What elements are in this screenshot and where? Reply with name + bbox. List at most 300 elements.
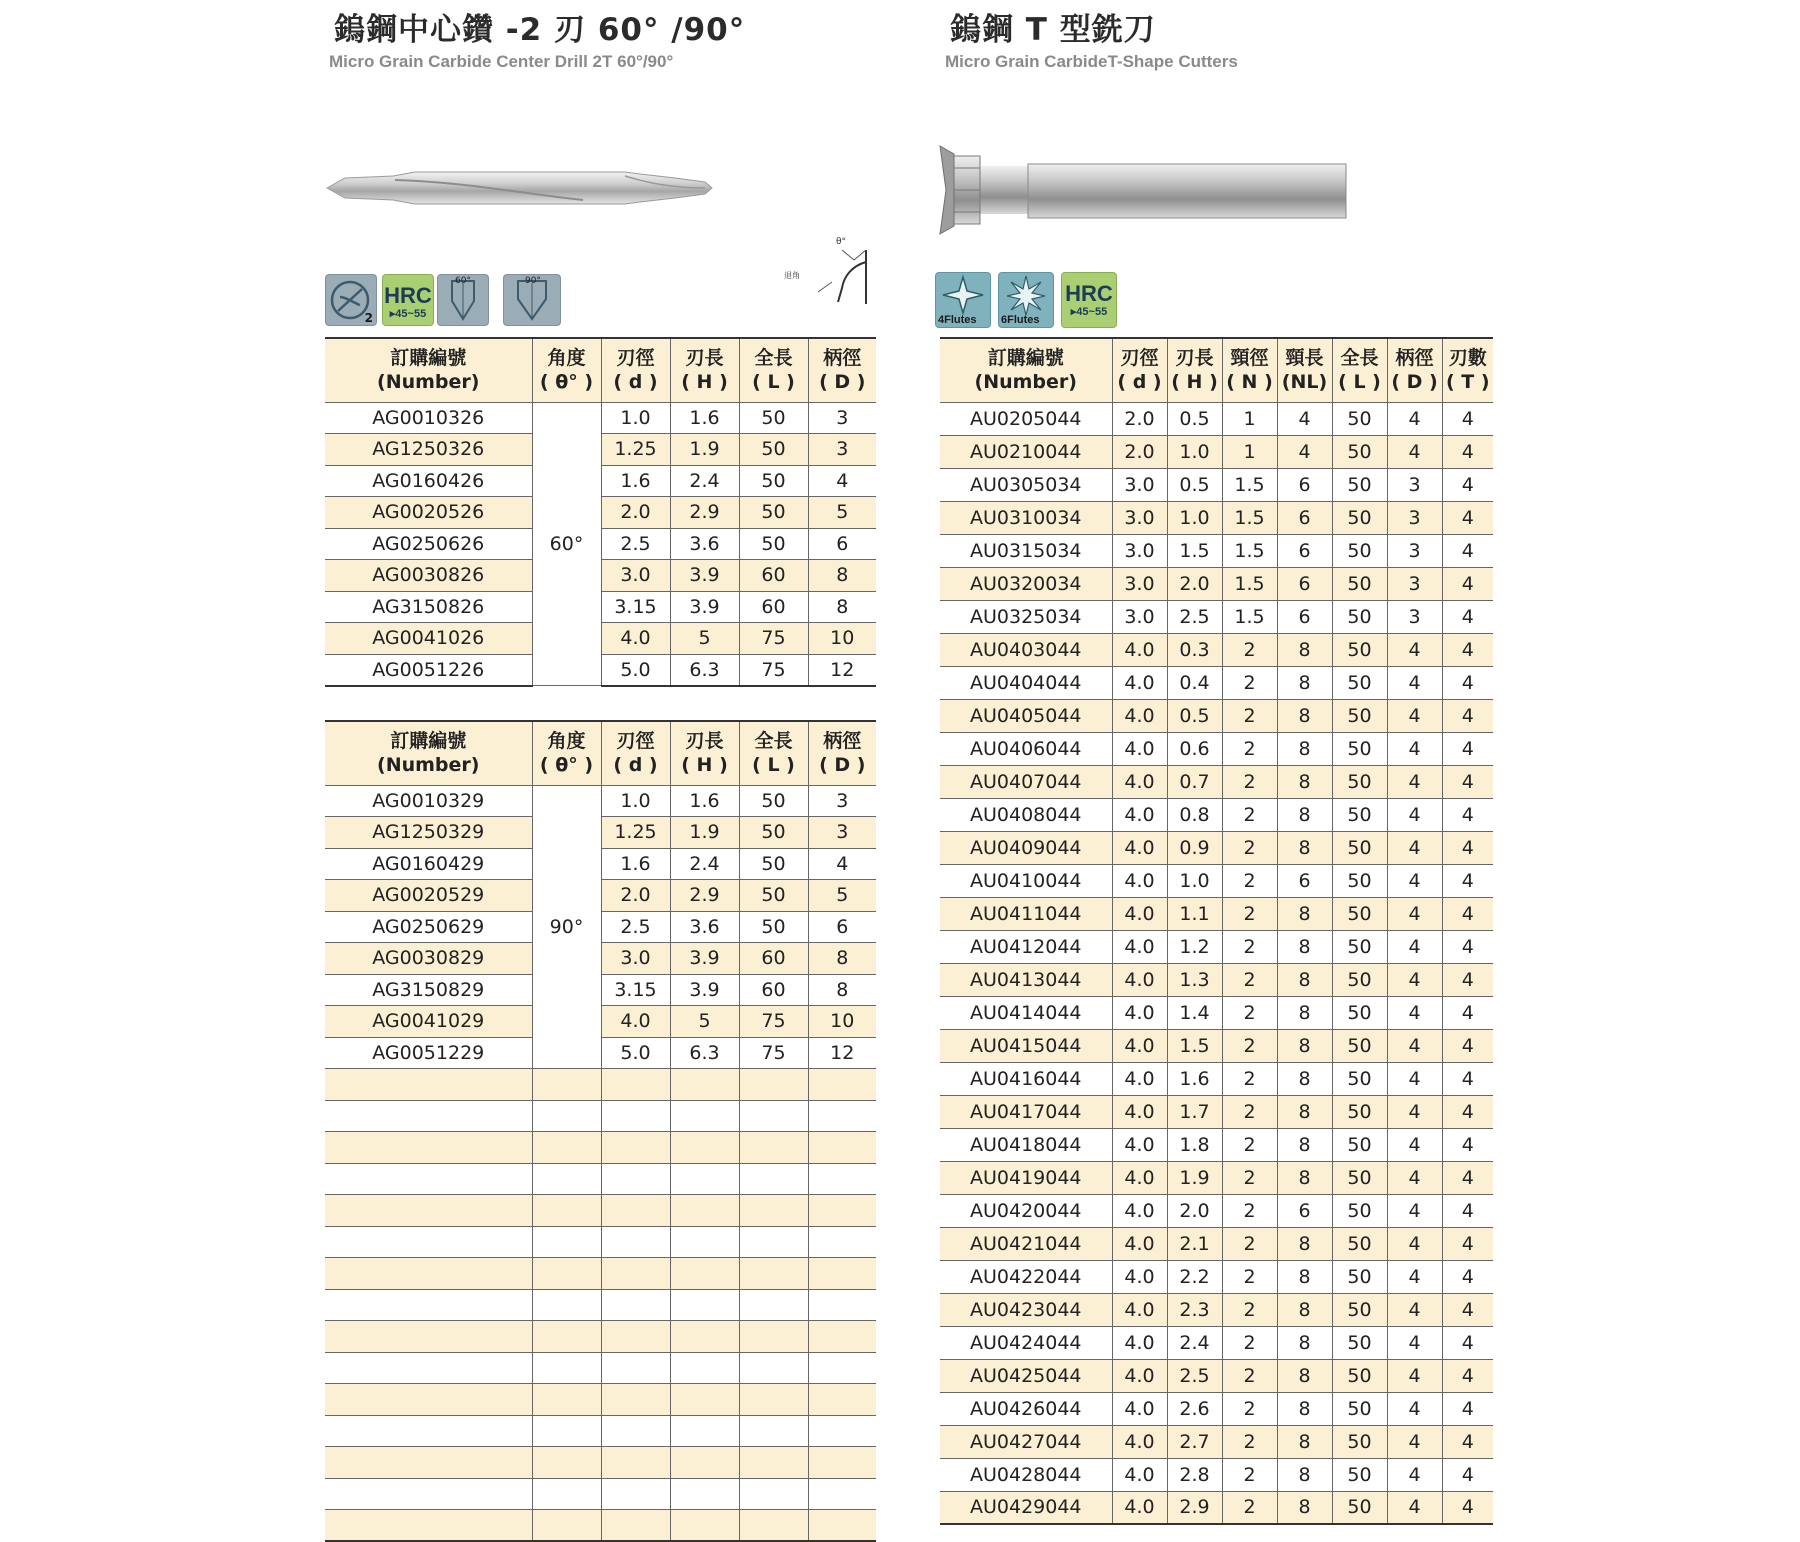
table-row <box>325 880 876 912</box>
table-cell: 2 <box>1222 1095 1277 1128</box>
column-header <box>1442 338 1493 402</box>
table-row <box>940 402 1493 435</box>
table-row <box>940 1326 1493 1359</box>
table-cell: 3.9 <box>670 974 739 1006</box>
table-cell: 4 <box>1387 996 1442 1029</box>
table-cell: 4 <box>1387 1458 1442 1491</box>
table-cell: 1.6 <box>670 402 739 434</box>
table-cell: 2.0 <box>601 497 670 529</box>
table-cell: 50 <box>1332 996 1387 1029</box>
table-cell: 4 <box>1387 633 1442 666</box>
table-cell: 8 <box>1277 897 1332 930</box>
order-number-cell: AU0423044 <box>940 1293 1112 1326</box>
column-header-label: 頸長 <box>1285 347 1324 370</box>
table-cell: 4.0 <box>1112 897 1167 930</box>
table-cell: 4 <box>1442 765 1493 798</box>
table-cell: 2 <box>1222 699 1277 732</box>
table-cell: 5.0 <box>601 654 670 686</box>
order-number-cell: AU0210044 <box>940 435 1112 468</box>
order-number-cell: AU0412044 <box>940 930 1112 963</box>
table-cell: 4 <box>1387 1128 1442 1161</box>
order-number-cell: AU0420044 <box>940 1194 1112 1227</box>
table-cell: 50 <box>739 880 808 912</box>
table-cell: 1.0 <box>1167 864 1222 897</box>
table-cell: 2.9 <box>1167 1491 1222 1524</box>
table-cell: 4 <box>1387 1260 1442 1293</box>
table-row <box>940 468 1493 501</box>
table-cell: 50 <box>1332 1458 1387 1491</box>
table-cell: 6.3 <box>670 1037 739 1069</box>
table-cell: 4.0 <box>1112 1095 1167 1128</box>
table-cell: 4 <box>1387 1194 1442 1227</box>
table-row <box>940 732 1493 765</box>
table-cell: 3 <box>808 402 876 434</box>
empty-cell <box>808 1100 876 1132</box>
empty-cell <box>532 1415 601 1447</box>
table-row <box>325 1069 876 1101</box>
table-row <box>325 1006 876 1038</box>
table-cell: 8 <box>1277 1293 1332 1326</box>
column-header-unit: ( N ) <box>1226 371 1273 394</box>
empty-cell <box>670 1195 739 1227</box>
column-header-unit: ( H ) <box>681 754 728 777</box>
table-cell: 0.5 <box>1167 402 1222 435</box>
order-number-cell: AU0407044 <box>940 765 1112 798</box>
table-row <box>940 1161 1493 1194</box>
table-cell: 3.0 <box>1112 534 1167 567</box>
empty-cell <box>325 1289 532 1321</box>
table-cell: 75 <box>739 1006 808 1038</box>
table-cell: 2 <box>1222 798 1277 831</box>
order-number-cell: AG0051226 <box>325 654 532 686</box>
table-row <box>940 534 1493 567</box>
table-cell: 1.9 <box>1167 1161 1222 1194</box>
table-cell: 4.0 <box>1112 732 1167 765</box>
table-row <box>940 1194 1493 1227</box>
table-cell: 50 <box>1332 567 1387 600</box>
column-header-label: 刃長 <box>1175 347 1214 370</box>
table-cell: 2 <box>1222 1293 1277 1326</box>
table-cell: 3.9 <box>670 591 739 623</box>
order-number-cell: AG0160426 <box>325 465 532 497</box>
table-cell: 3.0 <box>1112 501 1167 534</box>
table-cell: 4 <box>1442 699 1493 732</box>
column-header <box>532 338 601 402</box>
table-cell: 4 <box>1442 501 1493 534</box>
table-cell: 50 <box>1332 765 1387 798</box>
table-cell: 4.0 <box>1112 666 1167 699</box>
empty-cell <box>601 1258 670 1290</box>
order-number-cell: AU0411044 <box>940 897 1112 930</box>
column-header-label: 刃長 <box>685 347 724 370</box>
order-number-cell: AG0160429 <box>325 848 532 880</box>
theta-label: θ° <box>836 237 847 247</box>
empty-cell <box>670 1415 739 1447</box>
empty-cell <box>739 1384 808 1416</box>
table-cell: 3.15 <box>601 591 670 623</box>
angle-90-label: 90° <box>525 276 541 286</box>
column-header-unit: (NL) <box>1281 371 1328 394</box>
table-cell: 50 <box>739 402 808 434</box>
table-cell: 4 <box>1387 1227 1442 1260</box>
column-header-label: 頸徑 <box>1230 347 1269 370</box>
table-row <box>940 1260 1493 1293</box>
table-cell: 4 <box>1442 1161 1493 1194</box>
table-cell: 1.0 <box>1167 435 1222 468</box>
order-number-cell: AG0010326 <box>325 402 532 434</box>
table-cell: 8 <box>1277 1062 1332 1095</box>
empty-cell <box>601 1478 670 1510</box>
table-row <box>325 1384 876 1416</box>
empty-cell <box>808 1384 876 1416</box>
table-row <box>325 654 876 686</box>
table-cell: 4.0 <box>1112 864 1167 897</box>
column-header-unit: ( d ) <box>1117 371 1162 394</box>
table-row <box>325 1163 876 1195</box>
table-cell: 8 <box>1277 930 1332 963</box>
empty-cell <box>670 1100 739 1132</box>
order-number-cell: AU0310034 <box>940 501 1112 534</box>
table-row <box>325 1258 876 1290</box>
column-header-label: 刃長 <box>685 730 724 753</box>
table-cell: 1.0 <box>601 785 670 817</box>
table-cell: 8 <box>1277 831 1332 864</box>
table-cell: 1.9 <box>670 434 739 466</box>
table-cell: 4 <box>1442 1458 1493 1491</box>
table-cell: 2 <box>1222 633 1277 666</box>
table-cell: 4 <box>1387 402 1442 435</box>
order-number-cell: AG0051229 <box>325 1037 532 1069</box>
empty-cell <box>739 1069 808 1101</box>
column-header-unit: ( D ) <box>819 371 866 394</box>
order-number-cell: AU0413044 <box>940 963 1112 996</box>
table-cell: 3 <box>1387 468 1442 501</box>
order-number-cell: AG0010329 <box>325 785 532 817</box>
empty-cell <box>325 1163 532 1195</box>
table-cell: 1.1 <box>1167 897 1222 930</box>
order-number-cell: AG0030826 <box>325 560 532 592</box>
table-cell: 50 <box>739 848 808 880</box>
column-header <box>670 338 739 402</box>
table-cell: 4 <box>1277 402 1332 435</box>
empty-cell <box>325 1100 532 1132</box>
chamfer-label: 退角 <box>784 271 800 280</box>
empty-cell <box>670 1258 739 1290</box>
empty-cell <box>325 1478 532 1510</box>
empty-cell <box>670 1132 739 1164</box>
table-row <box>940 600 1493 633</box>
table-row <box>940 666 1493 699</box>
table-cell: 4.0 <box>1112 930 1167 963</box>
empty-cell <box>739 1289 808 1321</box>
column-header <box>1222 338 1277 402</box>
table-cell: 4 <box>1387 1326 1442 1359</box>
table-cell: 8 <box>1277 1326 1332 1359</box>
order-number-cell: AU0410044 <box>940 864 1112 897</box>
table-cell: 4.0 <box>1112 1260 1167 1293</box>
empty-cell <box>670 1510 739 1542</box>
table-cell: 0.6 <box>1167 732 1222 765</box>
empty-cell <box>739 1195 808 1227</box>
table-row <box>940 1491 1493 1524</box>
table-cell: 2 <box>1222 1491 1277 1524</box>
table-cell: 3.0 <box>1112 567 1167 600</box>
table-cell: 4 <box>1442 1326 1493 1359</box>
table-cell: 2 <box>1222 1194 1277 1227</box>
table-cell: 1.5 <box>1222 534 1277 567</box>
table-cell: 2 <box>1222 897 1277 930</box>
table-cell: 4 <box>1442 402 1493 435</box>
table-cell: 1.6 <box>1167 1062 1222 1095</box>
empty-cell <box>325 1415 532 1447</box>
empty-cell <box>808 1132 876 1164</box>
table-row <box>325 1510 876 1542</box>
table-cell: 1.0 <box>1167 501 1222 534</box>
table-cell: 8 <box>1277 1359 1332 1392</box>
table-row <box>940 1392 1493 1425</box>
table-row <box>325 434 876 466</box>
table-cell: 2 <box>1222 1062 1277 1095</box>
center-drill-subtitle: Micro Grain Carbide Center Drill 2T 60°/90° <box>329 52 674 71</box>
table-cell: 8 <box>1277 996 1332 1029</box>
column-header <box>940 338 1112 402</box>
empty-cell <box>601 1100 670 1132</box>
table-cell: 2.4 <box>1167 1326 1222 1359</box>
table-cell: 5 <box>808 497 876 529</box>
column-header-unit: ( θ° ) <box>539 371 594 394</box>
t-cutter-table <box>940 337 1493 1525</box>
table-cell: 6 <box>1277 567 1332 600</box>
column-header-unit: ( L ) <box>1338 371 1381 394</box>
order-number-cell: AU0315034 <box>940 534 1112 567</box>
order-number-cell: AU0415044 <box>940 1029 1112 1062</box>
table-cell: 3.0 <box>601 560 670 592</box>
empty-cell <box>739 1415 808 1447</box>
empty-cell <box>739 1510 808 1542</box>
empty-cell <box>532 1069 601 1101</box>
hrc-label: HRC <box>384 283 432 308</box>
column-header <box>1112 338 1167 402</box>
table-cell: 2.4 <box>670 465 739 497</box>
table-cell: 2 <box>1222 1227 1277 1260</box>
empty-cell <box>739 1258 808 1290</box>
empty-cell <box>601 1415 670 1447</box>
column-header-unit: ( L ) <box>752 371 795 394</box>
table-cell: 2.5 <box>1167 1359 1222 1392</box>
table-cell: 4 <box>1442 468 1493 501</box>
table-cell: 2 <box>1222 831 1277 864</box>
table-cell: 4 <box>1442 1260 1493 1293</box>
table-cell: 50 <box>1332 699 1387 732</box>
table-cell: 8 <box>1277 1458 1332 1491</box>
table-cell: 50 <box>1332 402 1387 435</box>
empty-cell <box>670 1289 739 1321</box>
order-number-cell: AU0417044 <box>940 1095 1112 1128</box>
table-cell: 2.6 <box>1167 1392 1222 1425</box>
table-cell: 4 <box>1442 1095 1493 1128</box>
table-cell: 4 <box>1387 1029 1442 1062</box>
table-cell: 2.9 <box>670 880 739 912</box>
empty-cell <box>808 1069 876 1101</box>
table-cell: 4.0 <box>1112 831 1167 864</box>
empty-cell <box>532 1478 601 1510</box>
table-cell: 4 <box>1387 1161 1442 1194</box>
table-cell: 75 <box>739 654 808 686</box>
table-cell: 50 <box>1332 468 1387 501</box>
table-cell: 2 <box>1222 1458 1277 1491</box>
table-cell: 4.0 <box>1112 699 1167 732</box>
table-cell: 3 <box>808 817 876 849</box>
table-cell: 2.1 <box>1167 1227 1222 1260</box>
column-header-label: 訂購編號 <box>987 347 1064 370</box>
table-cell: 4 <box>1277 435 1332 468</box>
table-row <box>940 1458 1493 1491</box>
table-cell: 4.0 <box>1112 1458 1167 1491</box>
table-cell: 6 <box>1277 600 1332 633</box>
table-cell: 4.0 <box>1112 1194 1167 1227</box>
table-row <box>325 817 876 849</box>
table-cell: 8 <box>1277 1095 1332 1128</box>
table-row <box>325 1132 876 1164</box>
table-row <box>325 1289 876 1321</box>
order-number-cell: AU0205044 <box>940 402 1112 435</box>
table-cell: 4 <box>1442 996 1493 1029</box>
table-cell: 4 <box>1442 732 1493 765</box>
empty-cell <box>601 1163 670 1195</box>
table-cell: 1 <box>1222 435 1277 468</box>
table-cell: 2.9 <box>670 497 739 529</box>
angle-90-icon <box>503 274 561 326</box>
table-cell: 50 <box>1332 534 1387 567</box>
order-number-cell: AU0404044 <box>940 666 1112 699</box>
table-cell: 50 <box>1332 732 1387 765</box>
table-cell: 3 <box>1387 534 1442 567</box>
order-number-cell: AU0419044 <box>940 1161 1112 1194</box>
table-cell: 4 <box>1442 1491 1493 1524</box>
column-header-unit: (Number) <box>974 371 1077 394</box>
empty-cell <box>670 1163 739 1195</box>
table-cell: 4 <box>1387 765 1442 798</box>
empty-cell <box>601 1447 670 1479</box>
order-number-cell: AU0405044 <box>940 699 1112 732</box>
table-cell: 1.8 <box>1167 1128 1222 1161</box>
table-cell: 50 <box>1332 1029 1387 1062</box>
empty-cell <box>601 1226 670 1258</box>
column-header <box>532 721 601 785</box>
empty-cell <box>325 1510 532 1542</box>
table-row <box>325 1447 876 1479</box>
table-row <box>940 435 1493 468</box>
table-cell: 50 <box>1332 1491 1387 1524</box>
empty-cell <box>532 1289 601 1321</box>
table-cell: 4 <box>1387 1095 1442 1128</box>
table-cell: 6 <box>808 528 876 560</box>
order-number-cell: AG0020526 <box>325 497 532 529</box>
table-cell: 75 <box>739 1037 808 1069</box>
table-cell: 50 <box>1332 1161 1387 1194</box>
order-number-cell: AU0421044 <box>940 1227 1112 1260</box>
column-header <box>1277 338 1332 402</box>
table-cell: 3.6 <box>670 911 739 943</box>
table-cell: 8 <box>1277 633 1332 666</box>
order-number-cell: AU0424044 <box>940 1326 1112 1359</box>
empty-cell <box>808 1352 876 1384</box>
table-cell: 50 <box>1332 864 1387 897</box>
order-number-cell: AG0020529 <box>325 880 532 912</box>
empty-cell <box>808 1415 876 1447</box>
table-cell: 2 <box>1222 1128 1277 1161</box>
table-cell: 50 <box>1332 501 1387 534</box>
table-cell: 6 <box>1277 501 1332 534</box>
table-row <box>325 1100 876 1132</box>
table-cell: 4 <box>1387 1062 1442 1095</box>
table-cell: 1.2 <box>1167 930 1222 963</box>
table-cell: 50 <box>1332 1095 1387 1128</box>
table-row <box>940 567 1493 600</box>
table-cell: 4 <box>1442 1194 1493 1227</box>
order-number-cell: AG0030829 <box>325 943 532 975</box>
empty-cell <box>532 1510 601 1542</box>
order-number-cell: AG3150829 <box>325 974 532 1006</box>
order-number-cell: AU0425044 <box>940 1359 1112 1392</box>
table-cell: 2.7 <box>1167 1425 1222 1458</box>
table-cell: 5 <box>808 880 876 912</box>
table-row <box>940 897 1493 930</box>
empty-cell <box>739 1226 808 1258</box>
order-number-cell: AU0325034 <box>940 600 1112 633</box>
table-cell: 3.0 <box>1112 600 1167 633</box>
table-cell: 4.0 <box>1112 798 1167 831</box>
table-cell: 6 <box>1277 534 1332 567</box>
table-cell: 6.3 <box>670 654 739 686</box>
table-cell: 50 <box>1332 600 1387 633</box>
empty-cell <box>808 1478 876 1510</box>
empty-cell <box>808 1510 876 1542</box>
table-cell: 2 <box>1222 1326 1277 1359</box>
table-cell: 4 <box>1387 1392 1442 1425</box>
empty-cell <box>808 1258 876 1290</box>
table-cell: 1.5 <box>1222 567 1277 600</box>
column-header-unit: ( H ) <box>1171 371 1218 394</box>
column-header <box>808 721 876 785</box>
empty-cell <box>739 1352 808 1384</box>
table-cell: 4.0 <box>1112 1326 1167 1359</box>
t-cutter-subtitle: Micro Grain CarbideT-Shape Cutters <box>945 52 1238 71</box>
table-cell: 4.0 <box>1112 1359 1167 1392</box>
table-cell: 50 <box>1332 1260 1387 1293</box>
table-cell: 0.8 <box>1167 798 1222 831</box>
column-header-label: 全長 <box>1340 347 1379 370</box>
column-header <box>670 721 739 785</box>
table-cell: 4 <box>1387 1491 1442 1524</box>
table-cell: 2 <box>1222 1425 1277 1458</box>
table-cell: 2 <box>1222 765 1277 798</box>
hrc-label-right: HRC <box>1065 281 1113 306</box>
column-header-unit: ( H ) <box>681 371 728 394</box>
column-header-unit: ( D ) <box>819 754 866 777</box>
table-cell: 75 <box>739 623 808 655</box>
empty-cell <box>739 1163 808 1195</box>
table-cell: 50 <box>1332 666 1387 699</box>
column-header <box>1167 338 1222 402</box>
empty-cell <box>739 1478 808 1510</box>
table-cell: 8 <box>808 943 876 975</box>
table-cell: 8 <box>1277 1029 1332 1062</box>
table-cell: 50 <box>739 817 808 849</box>
column-header <box>739 338 808 402</box>
table-cell: 4 <box>1387 864 1442 897</box>
table-cell: 8 <box>808 560 876 592</box>
